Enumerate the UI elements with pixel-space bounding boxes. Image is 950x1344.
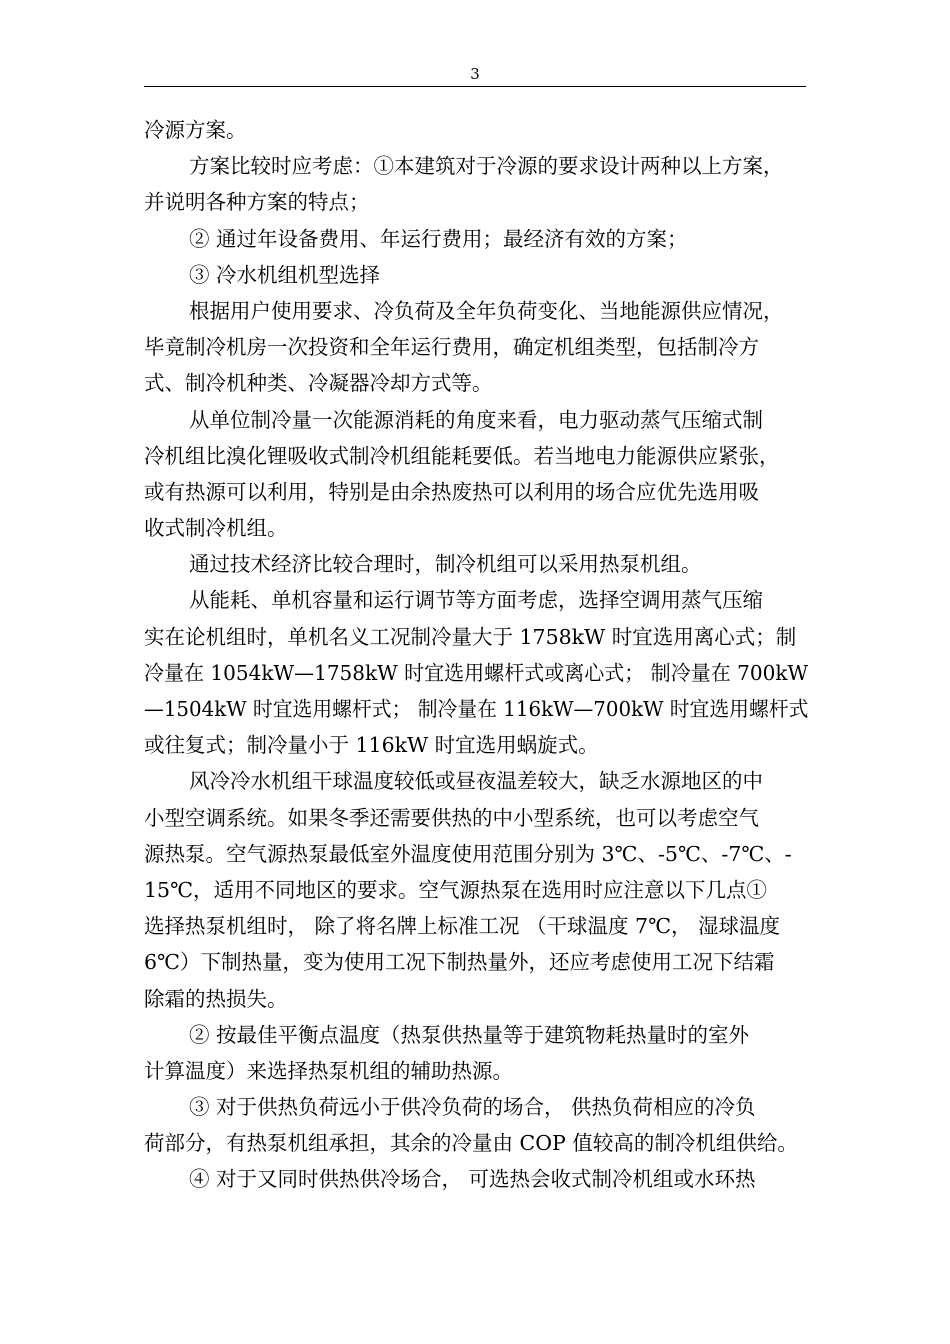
text-line: 冷源方案。 (144, 118, 247, 142)
text-line: 计算温度）来选择热泵机组的辅助热源。 (144, 1058, 513, 1083)
text-line: 方案比较时应考虑：①本建筑对于冷源的要求设计两种以上方案， (189, 154, 784, 179)
paragraph (144, 1017, 808, 1089)
paragraph (144, 257, 808, 293)
text-line: 从能耗、单机容量和运行调节等方面考虑，选择空调用蒸气压缩 (189, 588, 763, 613)
paragraph (144, 293, 808, 402)
text-line: 源热泵。空气源热泵最低室外温度使用范围分别为 3℃、-5℃、-7℃、- (144, 841, 792, 866)
text-line: 或有热源可以利用，特别是由余热废热可以利用的场合应优先选用吸 (144, 479, 759, 504)
text-line: 风冷冷水机组干球温度较低或昼夜温差较大，缺乏水源地区的中 (189, 769, 763, 794)
paragraph (144, 582, 808, 763)
text-line: 实在论机组时，单机名义工况制冷量大于 1758kW 时宜选用离心式；制 (144, 624, 797, 649)
paragraph (144, 112, 808, 148)
paragraph (144, 402, 808, 547)
text-line: 小型空调系统。如果冬季还需要供热的中小型系统，也可以考虑空气 (144, 805, 759, 830)
text-line: 6℃）下制热量，变为使用工况下制热量外，还应考虑使用工况下结霜 (144, 950, 775, 975)
text-line: 毕竟制冷机房一次投资和全年运行费用，确定机组类型，包括制冷方 (144, 335, 759, 360)
page-number: 3 (470, 65, 480, 83)
paragraph (144, 763, 808, 1016)
text-line: ④ 对于又同时供热供冷场合， 可选热会收式制冷机组或水环热 (189, 1167, 756, 1192)
text-line: 冷机组比溴化锂吸收式制冷机组能耗要低。若当地电力能源供应紧张， (144, 443, 780, 468)
header-rule (144, 86, 806, 87)
paragraph (144, 1089, 808, 1161)
text-line: 冷量在 1054kW—1758kW 时宜选用螺杆式或离心式； 制冷量在 700kW (144, 660, 809, 685)
paragraph (144, 148, 808, 220)
body-text (144, 112, 808, 1198)
paragraph (144, 221, 808, 257)
text-line: 式、制冷机种类、冷凝器冷却方式等。 (144, 371, 493, 396)
text-line: 选择热泵机组时， 除了将名牌上标准工况 （干球温度 7℃， 湿球温度 (144, 914, 781, 939)
text-line: ③ 对于供热负荷远小于供冷负荷的场合， 供热负荷相应的冷负 (189, 1095, 756, 1120)
text-line: 根据用户使用要求、冷负荷及全年负荷变化、当地能源供应情况， (189, 298, 784, 323)
paragraph (144, 546, 808, 582)
text-line: —1504kW 时宜选用螺杆式； 制冷量在 116kW—700kW 时宜选用螺杆式 (144, 697, 809, 721)
text-line: 除霜的热损失。 (144, 986, 288, 1011)
text-line: 并说明各种方案的特点； (144, 190, 370, 215)
paragraph (144, 1161, 808, 1197)
text-line: 收式制冷机组。 (144, 516, 288, 541)
text-line: ② 通过年设备费用、年运行费用；最经济有效的方案； (189, 226, 688, 251)
text-line: ② 按最佳平衡点温度（热泵供热量等于建筑物耗热量时的室外 (189, 1022, 750, 1047)
text-line: 或往复式；制冷量小于 116kW 时宜选用蜗旋式。 (144, 733, 599, 758)
text-line: 从单位制冷量一次能源消耗的角度来看，电力驱动蒸气压缩式制 (189, 407, 763, 432)
text-line: 荷部分，有热泵机组承担，其余的冷量由 COP 值较高的制冷机组供给。 (144, 1131, 798, 1156)
text-line: 通过技术经济比较合理时，制冷机组可以采用热泵机组。 (189, 552, 702, 577)
text-line: 15℃，适用不同地区的要求。空气源热泵在选用时应注意以下几点① (144, 877, 768, 902)
text-line: ③ 冷水机组机型选择 (189, 262, 381, 287)
